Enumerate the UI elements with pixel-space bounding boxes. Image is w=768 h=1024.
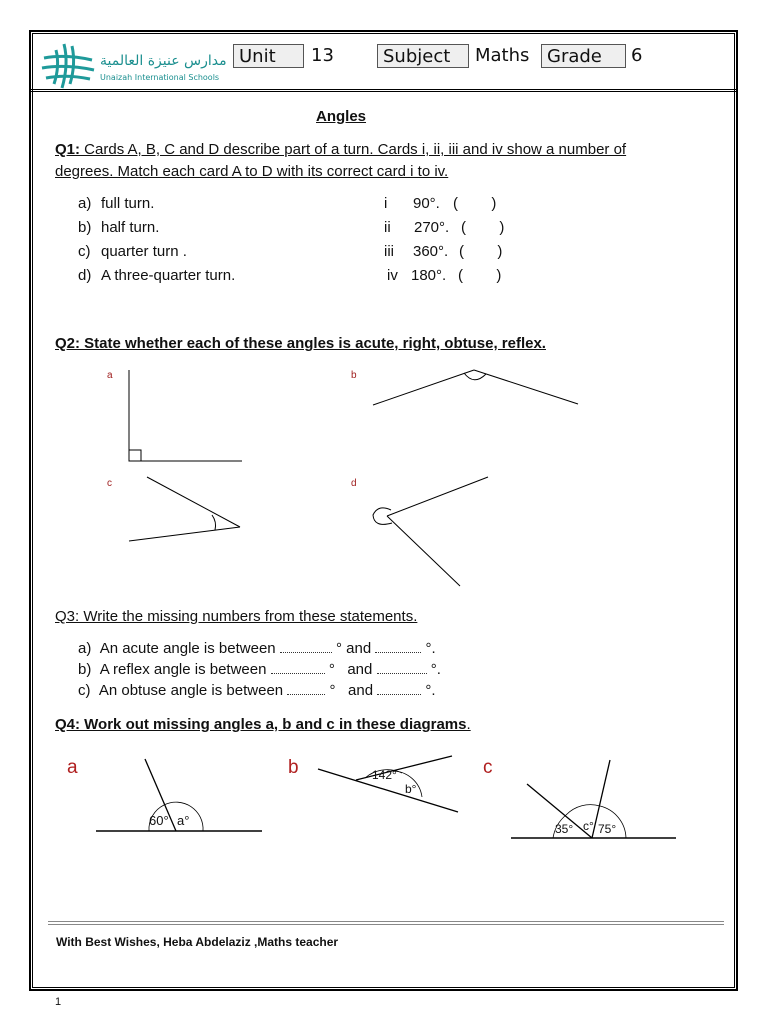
card-iii-value: 360°.	[413, 243, 449, 260]
card-iii-numeral: iii	[384, 243, 394, 260]
unit-label: Unit	[233, 44, 304, 68]
q3-c-end: °.	[425, 682, 436, 699]
subject-label: Subject	[377, 44, 469, 68]
q3-c-blank-1[interactable]	[287, 683, 325, 695]
card-d-text: A three-quarter turn.	[101, 267, 236, 284]
card-ii-numeral: ii	[384, 219, 391, 236]
page-number: 1	[55, 996, 62, 1008]
q3-a-blank-1[interactable]	[280, 641, 332, 653]
q3-a-text: An acute angle is between	[99, 640, 276, 657]
q3-c-blank-2[interactable]	[377, 683, 421, 695]
q3-a-degree: °	[336, 640, 342, 657]
q1-question-line-1	[55, 141, 626, 159]
q4-label-c: c	[483, 757, 493, 778]
q3-a-letter: a)	[78, 640, 92, 657]
q3-a-row	[78, 640, 436, 658]
card-i-answer-bracket[interactable]: ( )	[453, 195, 497, 212]
card-d-letter: d)	[78, 267, 92, 284]
q4-a-unknown-angle: a°	[177, 813, 190, 828]
logo-arabic-text: مدارس عنيزة العالمية	[100, 53, 227, 69]
card-c-text: quarter turn .	[101, 243, 187, 260]
card-a-letter: a)	[78, 195, 92, 212]
card-a-text: full turn.	[101, 195, 155, 212]
q4-c-given-angle-2: 75°	[598, 822, 617, 836]
q2-label-d: d	[351, 478, 357, 489]
q2-label-a: a	[107, 370, 113, 381]
q4-question-end: .	[466, 716, 471, 733]
q3-b-letter: b)	[78, 661, 92, 678]
q4-question	[55, 716, 471, 734]
q3-b-degree: °	[328, 661, 335, 678]
q3-c-degree: °	[329, 682, 336, 699]
card-ii-value: 270°.	[414, 219, 450, 236]
worksheet-title: Angles	[316, 108, 367, 125]
grade-value: 6	[631, 45, 643, 66]
q2-label-c: c	[107, 478, 112, 489]
card-c-letter: c)	[78, 243, 91, 260]
q1-prefix: Q1:	[55, 141, 81, 158]
card-b-letter: b)	[78, 219, 92, 236]
q4-label-a: a	[67, 757, 78, 778]
q3-question: Q3: Write the missing numbers from these statements.	[55, 608, 418, 625]
q2-label-b: b	[351, 370, 357, 381]
q4-a-given-angle: 60°	[149, 813, 169, 828]
q3-c-text: An obtuse angle is between	[98, 682, 284, 699]
q3-a-and: and	[346, 640, 372, 657]
card-iv-value: 180°.	[411, 267, 447, 284]
logo-english-text: Unaizah International Schools	[100, 73, 220, 82]
footer-signature: With Best Wishes, Heba Abdelaziz ,Maths teacher	[56, 935, 339, 949]
q4-c-given-angle-1: 35°	[555, 822, 574, 836]
card-i-value: 90°.	[413, 195, 440, 212]
footer-divider	[48, 921, 724, 922]
q3-c-and: and	[348, 682, 374, 699]
header-divider-2	[31, 91, 736, 92]
unit-value: 13	[311, 45, 334, 66]
q4-b-given-angle: 142°	[372, 768, 397, 782]
q3-b-end: °.	[430, 661, 441, 678]
card-iii-answer-bracket[interactable]: ( )	[459, 243, 503, 260]
q4-question-text: Q4: Work out missing angles a, b and c in these diagrams	[55, 716, 467, 733]
card-i-numeral: i	[384, 195, 388, 212]
card-iv-numeral: iv	[387, 267, 398, 284]
q3-b-row	[78, 661, 441, 679]
q3-c-row	[78, 682, 436, 700]
grade-label: Grade	[541, 44, 626, 68]
q3-b-blank-2[interactable]	[377, 662, 427, 674]
q3-b-text: A reflex angle is between	[99, 661, 267, 678]
q4-c-unknown-angle: c°	[583, 819, 594, 833]
header-divider	[31, 89, 736, 90]
card-ii-answer-bracket[interactable]: ( )	[461, 219, 505, 236]
q1-question-line-2: degrees. Match each card A to D with its correct card i to iv.	[55, 163, 449, 180]
q4-b-unknown-angle: b°	[405, 782, 417, 796]
q1-line-1-text: Cards A, B, C and D describe part of a turn. Cards i, ii, iii and iv show a number of	[80, 141, 627, 158]
q3-a-blank-2[interactable]	[375, 641, 421, 653]
q3-b-blank-1[interactable]	[271, 662, 325, 674]
q2-question: Q2: State whether each of these angles is acute, right, obtuse, reflex.	[55, 335, 546, 352]
footer-divider-2	[48, 924, 724, 925]
q4-label-b: b	[288, 757, 299, 778]
q3-a-end: °.	[425, 640, 436, 657]
subject-value: Maths	[475, 45, 530, 66]
card-b-text: half turn.	[101, 219, 160, 236]
q3-b-and: and	[347, 661, 373, 678]
q3-c-letter: c)	[78, 682, 91, 699]
card-iv-answer-bracket[interactable]: ( )	[458, 267, 502, 284]
